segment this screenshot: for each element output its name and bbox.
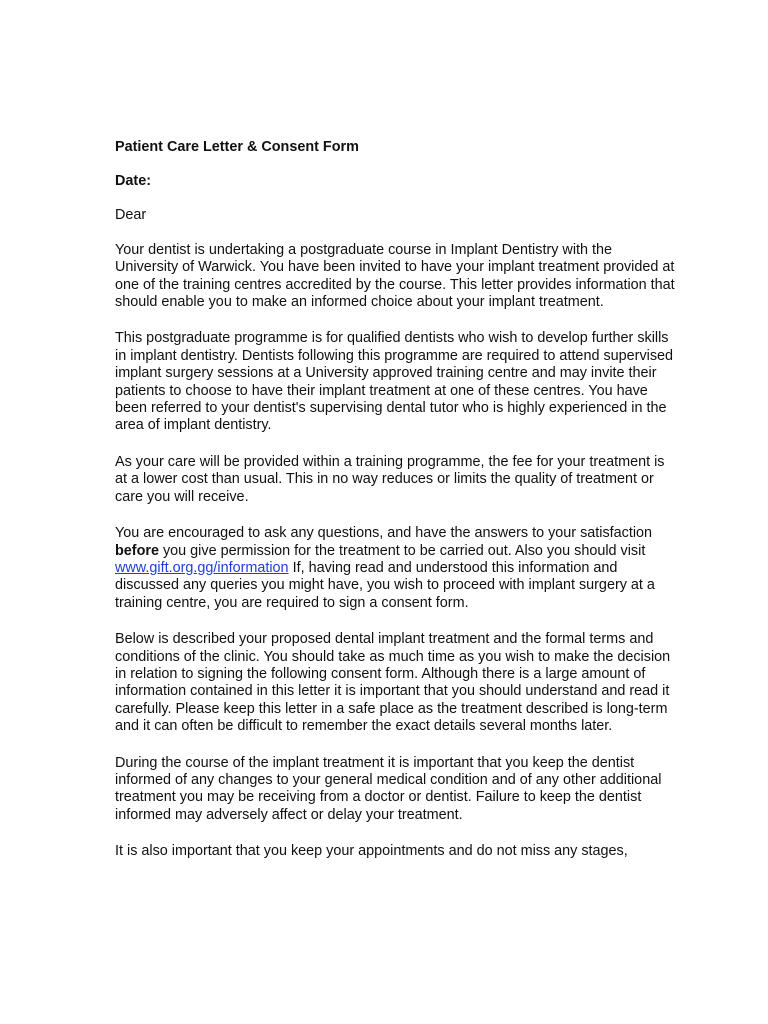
paragraph-fee: As your care will be provided within a training programme, the fee for your treatment is at a lower cost than usual. This in no way reduces or limits the quality of treatment or care you will receive. bbox=[115, 453, 665, 505]
paragraph-programme: This postgraduate programme is for qualified dentists who wish to develop further skills in implant dentistry. Dentists following this programme are required to attend supervised implant surgery sessions at a University approved training centre and may invite their patients to choose to have their implant treatment at one of these centres. You have been referred to your dentist's supervising dental tutor who is highly experienced in the area of implant dentistry. bbox=[115, 330, 674, 434]
paragraph-treatment-terms: Below is described your proposed dental implant treatment and the formal terms and conditions of the clinic. You should take as much time as you wish to make the decision in relation to signing the following consent form. Although there is a large amount of information contained in this letter it is important that you should understand and read it carefully. Please keep this letter in a safe place as the treatment described is long-term and it can often be difficult to remember the exact details several months later. bbox=[115, 631, 671, 735]
salutation: Dear bbox=[115, 207, 147, 224]
paragraph-medical-changes: During the course of the implant treatment it is important that you keep the dentist informed of any changes to your general medical condition and of any other additional treatment you may be receiving from a doctor or dentist. Failure to keep the dentist informed may adversely affect or delay your treatment. bbox=[115, 754, 662, 823]
paragraph-questions-part1: You are encouraged to ask any questions, and have the answers to your satisfaction bbox=[115, 525, 653, 542]
document-title: Patient Care Letter & Consent Form bbox=[115, 139, 359, 155]
paragraph-intro: Your dentist is undertaking a postgraduate course in Implant Dentistry with the University of Warwick. You have been invited to have your implant treatment provided at one of the training centres accredited by the course. This letter provides information that should enable you to make an informed choice about your implant treatment. bbox=[115, 241, 675, 311]
paragraph-questions-part3: If, having read and understood this information and discussed any queries you might have, you wish to proceed with implant surgery at a training centre, you are required to sign a consent form. bbox=[115, 559, 655, 611]
before-emphasis: before bbox=[115, 542, 159, 559]
paragraph-questions-part2: you give permission for the treatment to be carried out. Also you should visit bbox=[158, 542, 646, 559]
date-label: Date: bbox=[115, 173, 151, 189]
paragraph-appointments: It is also important that you keep your appointments and do not miss any stages, bbox=[115, 843, 628, 860]
paragraph-questions bbox=[115, 525, 675, 612]
letter-page bbox=[115, 139, 675, 861]
gift-information-link[interactable]: www.gift.org.gg/information bbox=[115, 559, 289, 576]
